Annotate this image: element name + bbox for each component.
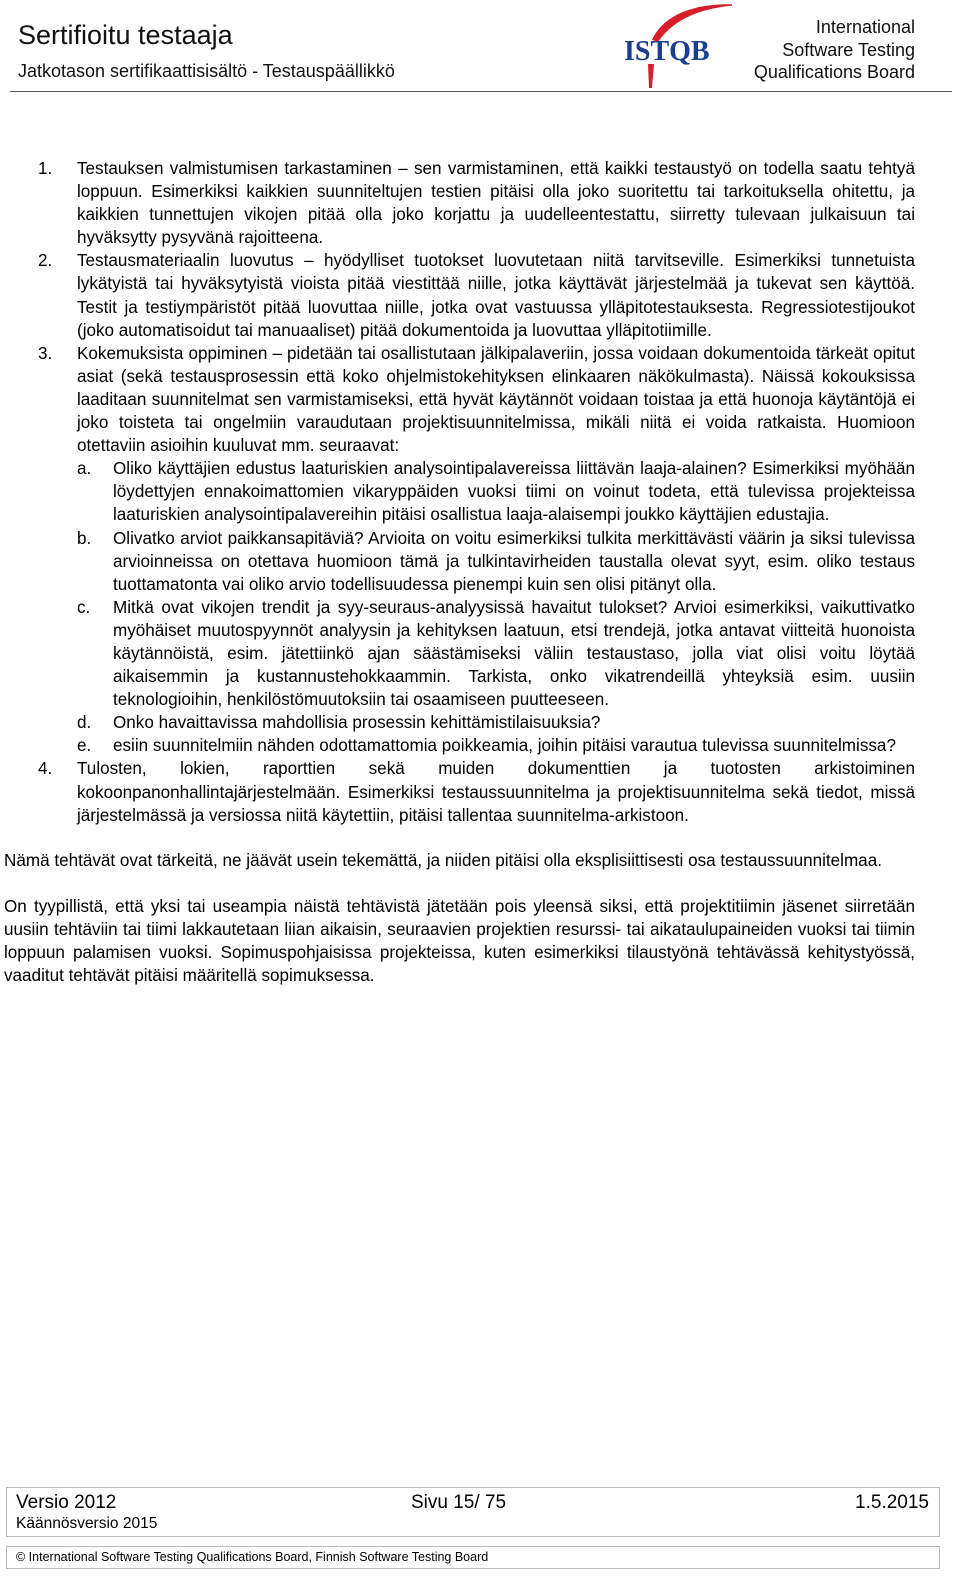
release-date: 1.5.2015 xyxy=(855,1492,929,1513)
sublist-item xyxy=(77,711,915,734)
list-number: 4. xyxy=(38,759,53,779)
list-item xyxy=(0,757,960,826)
version-label: Versio 2012 xyxy=(16,1492,117,1513)
sublist-letter: d. xyxy=(77,713,92,733)
sublist-letter: c. xyxy=(77,597,91,617)
list-item-text: Testauksen valmistumisen tarkastaminen – sen varmistaminen, että kaikki testaustyö on todella saatu tehtyä loppuun. Esimerkiksi kaikkien suunniteltujen testien pitäisi olla joko suoritettu tai tarkoituksella ohitettu, ja kaikkien tunnettujen vikojen pitää olla joko korjattu ja uudelleentestattu, siirretty tulevaan julkaisuun tai hyväksytty pysyvänä rajoitteena. xyxy=(77,159,915,248)
header-divider xyxy=(10,91,952,92)
task-list xyxy=(0,157,960,827)
istqb-logo xyxy=(622,2,732,92)
page-footer xyxy=(6,1487,940,1537)
list-item-text: Kokemuksista oppiminen – pidetään tai osallistutaan jälkipalaveriin, jossa voidaan dokumentoida tärkeät opitut asiat (sekä testausprosessin että koko ohjelmistokehityksen elinkaaren näkökulmasta). Näissä kokouksissa laaditaan suunnitelmat sen varmistamiseksi, että hyvät käytännöt voidaan toistaa ja että huonoja käytäntöjä ei joko toisteta tai ongelmiin varaudutaan projektisuunnitelmissa, mikäli niitä ei voida ratkaista. Huomioon otettaviin asioihin kuuluvat mm. seuraavat: xyxy=(77,343,915,456)
body-paragraph: On tyypillistä, että yksi tai useampia näistä tehtävistä jätetään pois yleensä siksi, että projektitiimin jäsenet siirretään uusiin tehtäviin tai tiimi lakkautetaan liian aikaisin, seuraavien projektien resurssi- tai aikataulupaineiden vuoksi tai tiimin loppuun palamisen vuoksi. Sopimuspohjaisissa projekteissa, kuten esimerkiksi tilaustyönä tehtävässä kehitystyössä, vaaditut tehtävät pitäisi määritellä sopimuksessa. xyxy=(4,896,915,986)
list-item xyxy=(0,342,960,758)
sublist-item xyxy=(77,734,915,757)
board-name-line: Qualifications Board xyxy=(753,62,915,82)
copyright-text: © International Software Testing Qualifications Board, Finnish Software Testing Board xyxy=(16,1550,489,1564)
document-subtitle: Jatkotason sertifikaattisisältö - Testauspäällikkö xyxy=(18,61,395,81)
page-number: Sivu 15/ 75 xyxy=(411,1492,507,1513)
sublist-item-text: Oliko käyttäjien edustus laaturiskien analysointipalavereissa liittävän laaja-alainen? Esimerkiksi myöhään löydettyjen ennakoimattomien vikaryppäiden vuoksi tiimi on voinut todeta, että tulevissa projekteissa laaturiskien analysointipalavereihin pitäisi osallistua laaja-alaisempi joukko käyttäjien edustajia. xyxy=(113,459,915,525)
sublist-item-text: Mitkä ovat vikojen trendit ja syy-seuraus-analyysissä havaitut tulokset? Arvioi esimerkiksi, vaikuttivatko myöhäiset muutospyynnöt analyysin ja kehityksen laatuun, etsi trendejä, jotka antavat viitteitä huonoista käytännöistä, esim. jätettiinkö ajan säästämiseksi väliin testaustaso, jolla viat olisi voitu löytää aikaisemmin ja kustannustehokkaammin. Tarkista, onko vikatrendeillä yhteyksiä esim. uusiin teknologioihin, henkilöstömuutoksiin tai osaamiseen puutteeseen. xyxy=(113,597,915,710)
list-item-text: Testausmateriaalin luovutus – hyödylliset tuotokset luovutetaan niitä tarvitseville. Esimerkiksi tunnetuista lykätyistä tai hyväksytyistä vioista pitää viestittää niille, jotka käyttävät järjestelmää ja tukevat sen käyttöä. Testit ja testiympäristöt pitää luovuttaa niille, jotka ovat vastuussa ylläpitotestauksesta. Regressiotestijoukot (joko automatisoidut tai manuaaliset) pitää dokumentoida ja luovuttaa ylläpitotiimille. xyxy=(77,251,915,340)
list-number: 3. xyxy=(38,343,53,363)
document-body xyxy=(0,157,960,987)
page-header xyxy=(0,0,960,95)
sublist-item xyxy=(77,527,915,596)
translation-version: Käännösversio 2015 xyxy=(16,1515,158,1532)
sublist-item xyxy=(77,596,915,711)
sublist-letter: a. xyxy=(77,459,92,479)
document-title: Sertifioitu testaaja xyxy=(18,20,233,50)
sublist-item-text: esiin suunnitelmiin nähden odottamattomia poikkeamia, joihin pitäisi varautua tulevissa suunnitelmissa? xyxy=(113,736,896,756)
board-name-line: Software Testing xyxy=(782,39,915,60)
sublist-letter: e. xyxy=(77,736,92,756)
body-paragraph: Nämä tehtävät ovat tärkeitä, ne jäävät usein tekemättä, ja niiden pitäisi olla eksplisiittisesti osa testaussuunnitelmaa. xyxy=(4,850,882,870)
sublist-letter: b. xyxy=(77,528,92,548)
logo-stem xyxy=(648,64,654,88)
list-number: 2. xyxy=(38,251,53,271)
list-item xyxy=(0,157,960,249)
logo-text: ISTQB xyxy=(624,36,710,67)
list-item xyxy=(0,249,960,341)
board-name xyxy=(754,16,915,84)
board-name-line: International xyxy=(815,17,915,37)
sublist-item-text: Onko havaittavissa mahdollisia prosessin kehittämistilaisuuksia? xyxy=(113,713,601,733)
list-number: 1. xyxy=(38,159,53,178)
copyright-bar xyxy=(6,1546,940,1569)
lessons-sublist xyxy=(77,457,915,757)
sublist-item xyxy=(77,457,915,526)
list-item-text: Tulosten, lokien, raporttien sekä muiden dokumenttien ja tuotosten arkistoiminen kokoonpanonhallintajärjestelmään. Esimerkiksi testaussuunnitelma ja projektisuunnitelma sekä tiedot, missä järjestelmässä ja versiossa niitä käytettiin, pitäisi tallentaa suunnitelma-arkistoon. xyxy=(77,759,915,825)
sublist-item-text: Olivatko arviot paikkansapitäviä? Arvioita on voitu esimerkiksi tulkita merkittävästi väärin ja siksi tulevissa arvioinneissa on otettava huomioon tämä ja tulkintavirheiden taustalla olevat syyt, esim. oliko testaus tuottamatonta vai oliko arvio todellisuudessa pienempi kuin sen olisi pitänyt olla. xyxy=(113,528,915,594)
